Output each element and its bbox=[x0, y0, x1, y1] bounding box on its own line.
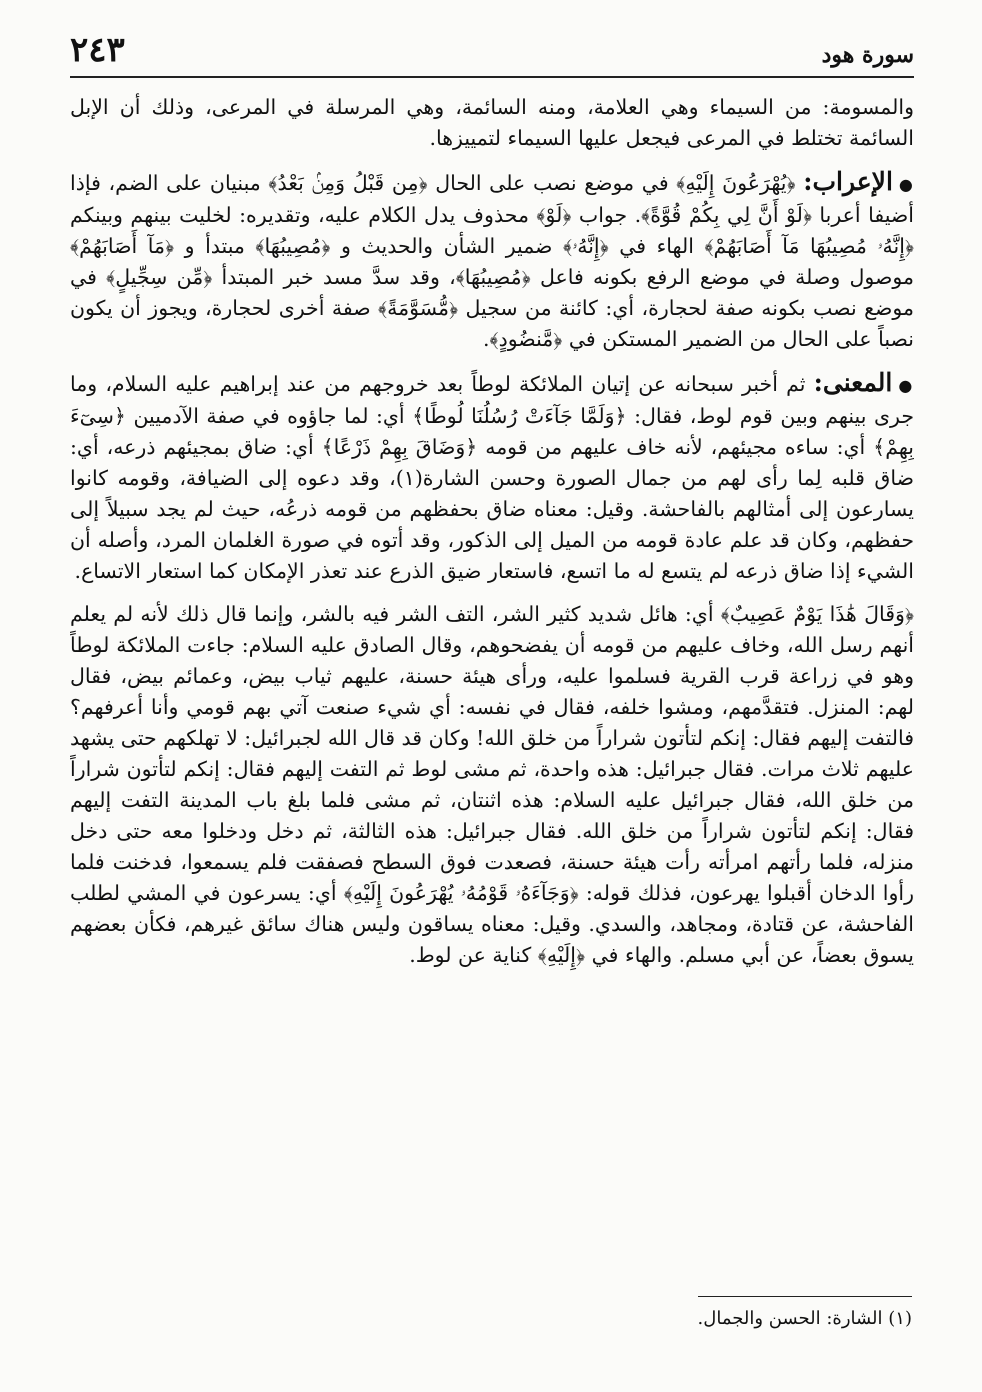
page-header bbox=[70, 30, 914, 78]
footnote: (١) الشارة: الحسن والجمال. bbox=[697, 1308, 912, 1329]
section-heading-i3rab: الإعراب: bbox=[803, 167, 893, 196]
main-text bbox=[70, 92, 914, 1284]
paragraph-i3rab bbox=[70, 166, 914, 355]
paragraph-musawwama: والمسومة: من السيماء وهي العلامة، ومنه السائمة، وهي المرسلة في المرعى، وذلك أن الإبل السائمة تختلط في المرعى فيجعل عليها السيماء لتمييزها. bbox=[70, 95, 914, 150]
bullet-icon: ● bbox=[898, 175, 914, 194]
paragraph-qala-hatha: ﴿وَقَالَ هَٰذَا يَوْمٌ عَصِيبٌ﴾ أي: هائل شديد كثير الشر، التف الشر فيه بالشر، وإنما قال ذلك لأنه لم يعلم أنهم رسل الله، وخاف عليهم من قومه أن يفضحوهم، وقال الصادق عليه السلام: جاءت الملائكة لوطاً وهو في زراعة قرب القرية فسلموا عليه، ورأى هيئة حسنة، عليهم ثياب بيض، وعمائم بيض، فقال لهم: المنزل. فتقدَّمهم، ومشوا خلفه، فقال في نفسه: أي شيء صنعت آتي بهم قومي وأنا أعرفهم؟ فالتفت إليهم فقال: إنكم لتأتون شراراً من خلق الله! وكان قد قال الله لجبرائيل: لا تهلكهم حتى يشهد عليهم ثلاث مرات. فقال جبرائيل: هذه واحدة، ثم مشى لوط ثم التفت إليهم فقال: إنكم لتأتون شراراً من خلق الله، فقال جبرائيل عليه السلام: هذه اثنتان، ثم مشى فلما بلغ باب المدينة التفت إليهم فقال: إنكم لتأتون شراراً من خلق الله. فقال جبرائيل: هذه الثالثة، ثم دخل ودخلوا معه حتى دخل منزله، فلما رأتهم امرأته رأت هيئة حسنة، فصعدت فوق السطح فصفقت فلم يسمعوا، فدخنت فلما رأوا الدخان أقبلوا يهرعون، فذلك قوله: ﴿وَجَآءَهُۥ قَوْمُهُۥ يُهْرَعُونَ إِلَيْهِ﴾ أي: يسرعون في المشي لطلب الفاحشة، عن قتادة، ومجاهد، والسدي. وقيل: معناه يساقون وليس هناك سائق غيرهم، فكأن بعضهم يسوق بعضاً، عن أبي مسلم. والهاء في ﴿إِلَيْهِ﴾ كناية عن لوط. bbox=[70, 602, 914, 967]
section-heading-ma3na: المعنى: bbox=[813, 368, 893, 397]
paragraph-ma3na bbox=[70, 367, 914, 587]
page-number: ٢٤٣ bbox=[70, 30, 125, 70]
ma3na-text: ثم أخبر سبحانه عن إتيان الملائكة لوطاً بعد خروجهم من عند إبراهيم عليه السلام، وما جرى بينهم وبين قوم لوط، فقال: ﴿وَلَمَّا جَآءَتْ رُسُلُنَا لُوطًا﴾ أي: لما جاؤوه في صفة الآدميين ﴿سِىٓءَ بِهِمْ﴾ أي: ساءه مجيئهم، لأنه خاف عليهم من قومه ﴿وَضَاقَ بِهِمْ ذَرْعًا﴾ أي: ضاق بمجيئهم ذرعه، أي: ضاق قلبه لِما رأى لهم من جمال الصورة وحسن الشارة(١)، وقد دعوه إلى الضيافة، وقومه كانوا يسارعون إلى أمثالهم بالفاحشة. وقيل: معناه ضاق بحفظهم من قومه ذرعُه، حيث لم يجد سبيلاً إلى حفظهم، وكان قد علم عادة قومه من الميل إلى الذكور، وقد أتوه في صورة الغلمان المرد، وأصله أن الشيء إذا ضاق ذرعه لم يتسع له ما اتسع، فاستعار ضيق الذرع عند تعذر الإمكان كما استعار الاتساع. bbox=[70, 372, 914, 583]
bullet-icon: ● bbox=[898, 376, 914, 395]
footnote-divider bbox=[698, 1296, 912, 1297]
surah-title: سورة هود bbox=[821, 42, 914, 68]
i3rab-text: ﴿يُهْرَعُونَ إِلَيْهِ﴾ في موضع نصب على الحال ﴿مِن قَبْلُ وَمِنۢ بَعْدُ﴾ مبنيان على الضم، فإذا أضيفا أعربا ﴿لَوْ أَنَّ لِي بِكُمْ قُوَّةً﴾. جواب ﴿لَوْ﴾ محذوف يدل الكلام عليه، وتقديره: لخليت بينهم وبينكم ﴿إِنَّهُۥ مُصِيبُهَا مَآ أَصَابَهُمْ﴾ الهاء في ﴿إِنَّهُۥ﴾ ضمير الشأن والحديث و ﴿مُصِيبُهَا﴾ مبتدأ و ﴿مَآ أَصَابَهُمْ﴾ موصول وصلة في موضع الرفع بكونه فاعل ﴿مُصِيبُهَا﴾، وقد سدَّ مسد خبر المبتدأ ﴿مِّن سِجِّيلٍ﴾ في موضع نصب بكونه صفة لحجارة، أي: كائنة من سجيل ﴿مُّسَوَّمَةً﴾ صفة أخرى لحجارة، ويجوز أن يكون نصباً على الحال من الضمير المستكن في ﴿مَّنضُودٍ﴾. bbox=[70, 171, 914, 351]
